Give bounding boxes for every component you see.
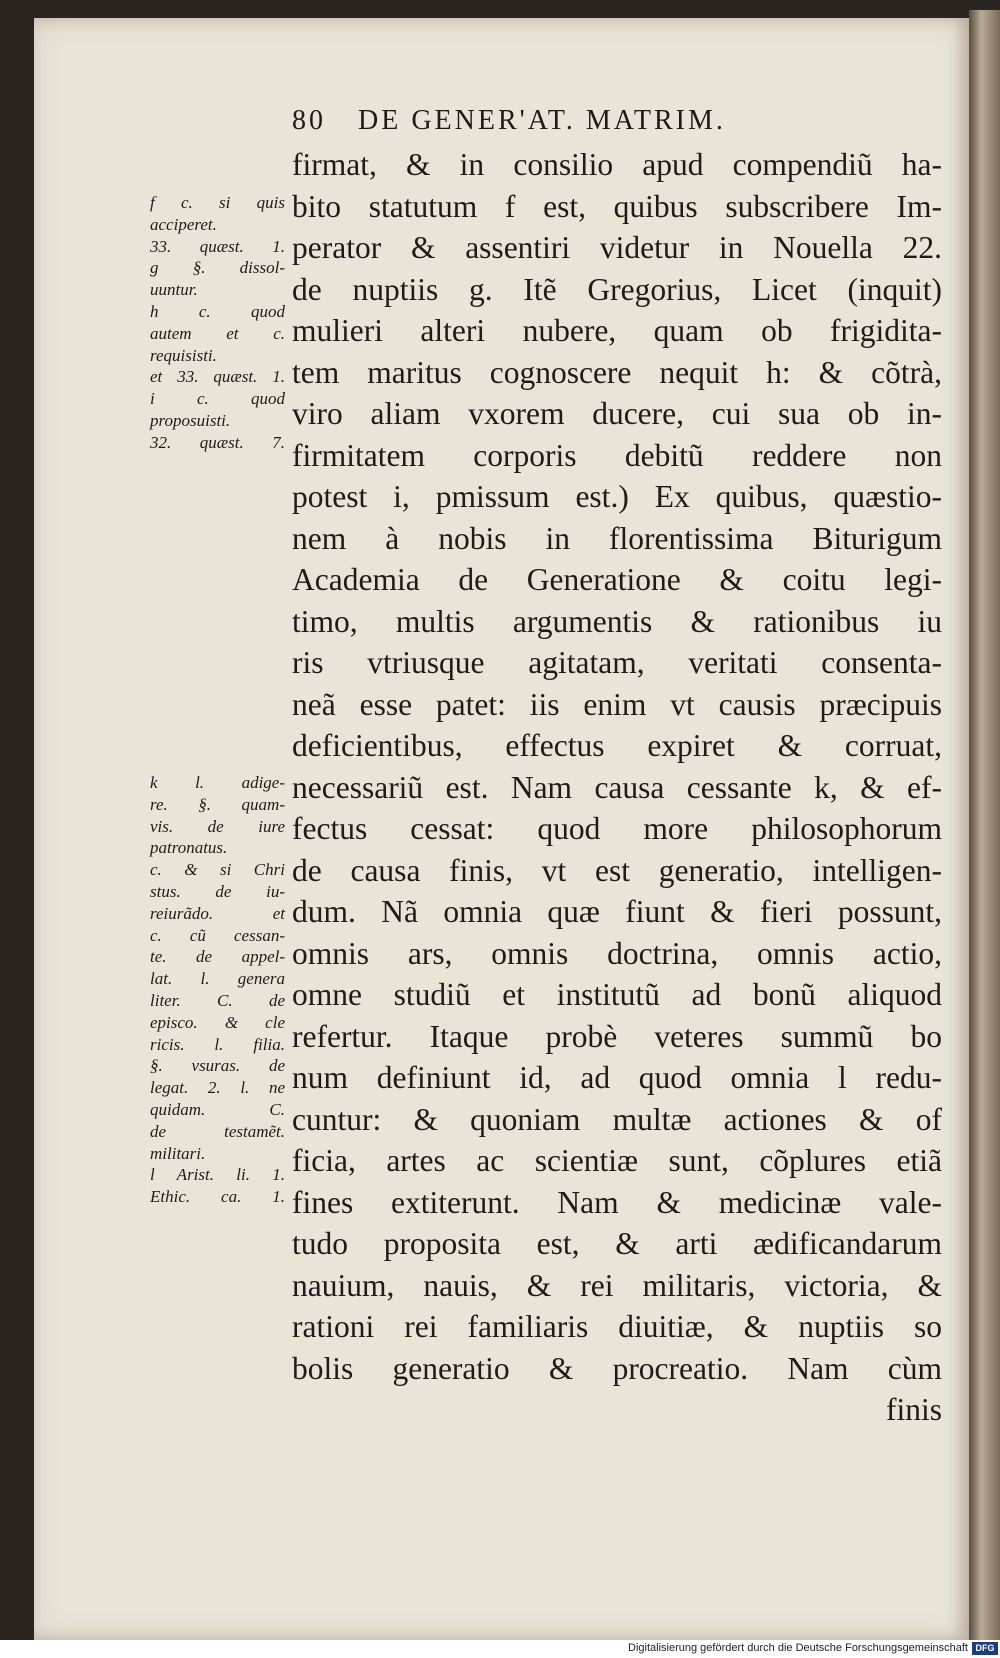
marginal-note-line: i c. quod <box>150 389 285 409</box>
marginal-note-line: vis. de iure <box>150 816 285 836</box>
marginal-note-line: requisisti. <box>150 345 217 365</box>
text-line: cuntur: & quoniam multæ actiones & of <box>292 1101 942 1137</box>
text-line: fines extiterunt. Nam & medicinæ vale- <box>292 1184 942 1220</box>
running-header <box>292 105 726 137</box>
marginal-note-line: de testamẽt. <box>150 1121 285 1141</box>
marginal-note-line: Ethic. ca. 1. <box>150 1187 285 1207</box>
text-line: num definiunt id, ad quod omnia l redu- <box>292 1060 942 1095</box>
text-line: necessariũ est. Nam causa cessante k, & ef- <box>292 769 942 805</box>
marginal-note-line: militari. <box>150 1143 206 1163</box>
marginal-note-line: 32. quæst. 7. <box>150 432 285 452</box>
text-line: Academia de Generatione & coitu legi- <box>292 562 942 597</box>
text-line: neã esse patet: iis enim vt causis præcipuis <box>292 686 942 722</box>
running-title: DE GENER'AT. MATRIM. <box>358 105 726 136</box>
book-spine-edge <box>969 10 1000 1640</box>
marginal-note-line: f c. si quis <box>150 193 285 212</box>
text-line: deficientibus, effectus expiret & corruat, <box>292 728 942 763</box>
marginal-note-line: 33. quæst. 1. <box>150 236 285 256</box>
text-line: nem à nobis in florentissima Biturigum <box>292 520 942 556</box>
text-line: viro aliam vxorem ducere, cui sua ob in- <box>292 396 942 431</box>
marginal-note-line: legat. 2. l. ne <box>150 1078 285 1098</box>
body-text <box>292 144 942 1431</box>
marginal-note-line: §. vsuras. de <box>150 1056 285 1076</box>
text-line: omnis ars, omnis doctrina, omnis actio, <box>292 935 942 971</box>
marginal-notes-top <box>150 192 285 454</box>
text-line: perator & assentiri videtur in Nouella 22. <box>292 230 942 265</box>
text-line: finis <box>885 1392 942 1427</box>
marginal-note-line: reiurãdo. et <box>150 903 285 923</box>
text-line: tudo proposita est, & arti ædificandarum <box>292 1226 942 1261</box>
text-line: rationi rei familiaris diuitiæ, & nuptiis so <box>292 1309 942 1344</box>
text-line: potest i, pmissum est.) Ex quibus, quæstio- <box>292 479 942 514</box>
marginal-note-line: ricis. l. filia. <box>150 1034 285 1054</box>
text-line: bolis generatio & procreatio. Nam cùm <box>292 1350 942 1386</box>
marginal-note-line: l Arist. li. 1. <box>150 1165 285 1185</box>
marginal-notes-bottom <box>150 772 285 1208</box>
text-line: de nuptiis g. Itẽ Gregorius, Licet (inquit) <box>292 271 942 307</box>
marginal-note-line: h c. quod <box>150 301 285 321</box>
text-line: timo, multis argumentis & rationibus iu <box>292 603 942 639</box>
marginal-note-line: proposuisti. <box>150 410 231 430</box>
marginal-note-line: re. §. quam- <box>150 794 285 814</box>
marginal-note-line: autem et c. <box>150 323 285 343</box>
marginal-note-line: te. de appel- <box>150 947 285 967</box>
marginal-note-line: patronatus. <box>150 838 228 858</box>
marginal-note-line: c. & si Chri <box>150 860 285 880</box>
text-line: de causa finis, vt est generatio, intelligen- <box>292 852 942 888</box>
marginal-note-line: c. cũ cessan- <box>150 925 285 945</box>
text-line: omne studiũ et institutũ ad bonũ aliquod <box>292 977 942 1012</box>
text-line: mulieri alteri nubere, quam ob frigidita- <box>292 313 942 348</box>
text-line: firmat, & in consilio apud compendiũ ha- <box>292 147 942 182</box>
text-line: refertur. Itaque probè veteres summũ bo <box>292 1018 942 1054</box>
marginal-note-line: et 33. quæst. 1. <box>150 367 285 387</box>
text-line: fectus cessat: quod more philosophorum <box>292 811 942 846</box>
marginal-note-line: uuntur. <box>150 280 198 300</box>
marginal-note-line: g §. dissol- <box>150 258 285 278</box>
text-line: nauium, nauis, & rei militaris, victoria, & <box>292 1267 942 1303</box>
text-line: ris vtriusque agitatam, veritati consenta- <box>292 645 942 680</box>
marginal-note-line: episco. & cle <box>150 1012 285 1032</box>
footer-credit: Digitalisierung gefördert durch die Deutsche Forschungsgemeinschaft <box>628 1642 968 1654</box>
marginal-note-line: liter. C. de <box>150 990 285 1010</box>
text-line: tem maritus cognoscere nequit h: & cõtrà, <box>292 354 942 390</box>
dfg-logo: DFG <box>972 1642 998 1655</box>
text-line: bito statutum f est, quibus subscribere Im- <box>292 188 942 224</box>
marginal-note-line: quidam. C. <box>150 1099 285 1119</box>
text-line: ficia, artes ac scientiæ sunt, cõplures etiã <box>292 1143 942 1178</box>
marginal-note-line: stus. de iu- <box>150 881 285 901</box>
text-line: firmitatem corporis debitũ reddere non <box>292 437 942 473</box>
marginal-note-line: k l. adige- <box>150 773 285 792</box>
page-number: 80 <box>292 105 326 136</box>
marginal-note-line: lat. l. genera <box>150 969 285 989</box>
text-line: dum. Nã omnia quæ fiunt & fieri possunt, <box>292 894 942 929</box>
digitization-footer <box>0 1640 1000 1658</box>
marginal-note-line: acciperet. <box>150 214 217 234</box>
